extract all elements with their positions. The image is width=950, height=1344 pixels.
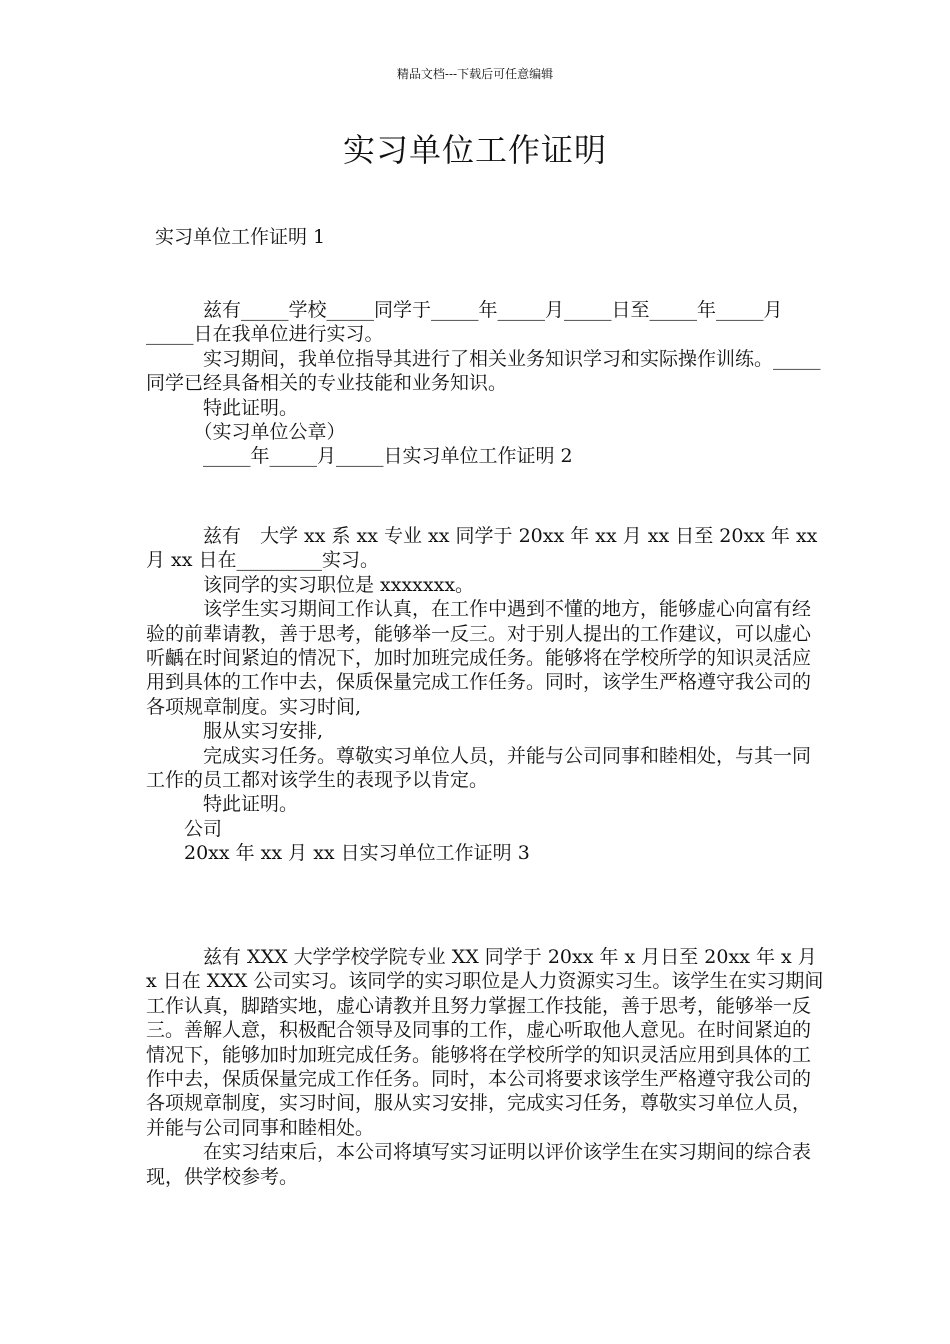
section-1-heading: 实习单位工作证明 1 — [155, 226, 326, 248]
paragraph: 20xx 年 xx 月 xx 日实习单位工作证明 3 — [146, 842, 530, 865]
paragraph: 特此证明。 — [146, 793, 299, 816]
paragraph: 服从实习安排, — [146, 720, 324, 743]
section-3 — [146, 945, 826, 1189]
paragraph: 该学生实习期间工作认真，在工作中遇到不懂的地方，能够虚心向富有经验的前辈请教，善于思考，能够举一反三。对于别人提出的工作建议，可以虚心听齲在时间紧迫的情况下，加时加班完成任务。能够将在学校所学的知识灵活应用到具体的工作中去，保质保量完成工作任务。同时，该学生严格遵守我公司的各项规章制度。实习时间, — [146, 598, 812, 718]
paragraph: _____年_____月_____日实习单位工作证明 2 — [146, 445, 573, 468]
section-1 — [146, 298, 826, 469]
paragraph: 兹有 XXX 大学学校学院专业 XX 同学于 20xx 年 x 月日至 20xx 年 x 月 x 日在 XXX 公司实习。该同学的实习职位是人力资源实习生。该学生在实习期间工作认真，脚踏实地，虚心请教并且努力掌握工作技能，善于思考，能够举一反三。善解人意，积极配合领导及同事的工作，虚心听取他人意见。在时间紧迫的情况下，能够加时加班完成任务。能够将在学校所学的知识灵活应用到具体的工作中去，保质保量完成工作任务。同时，本公司将要求该学生严格遵守我公司的各项规章制度，实习时间，服从实习安排，完成实习任务，尊敬实习单位人员，并能与公司同事和睦相处。 — [146, 946, 824, 1139]
paragraph: 在实习结束后，本公司将填写实习证明以评价该学生在实习期间的综合表现，供学校参考。 — [146, 1141, 812, 1188]
paragraph: 兹有 大学 xx 系 xx 专业 xx 同学于 20xx 年 xx 月 xx 日至 20xx 年 xx 月 xx 日在_________实习。 — [146, 525, 818, 572]
paragraph: 公司 — [146, 817, 223, 840]
document-title: 实习单位工作证明 — [342, 131, 607, 169]
paragraph: 特此证明。 — [146, 396, 299, 419]
paragraph: 兹有_____学校_____同学于_____年_____月_____日至_____年_____月_____日在我单位进行实习。 — [146, 299, 783, 346]
paragraph: （实习单位公章） — [146, 421, 346, 444]
paragraph: 实习期间，我单位指导其进行了相关业务知识学习和实际操作训练。_____同学已经具备相关的专业技能和业务知识。 — [146, 347, 821, 395]
paragraph: 该同学的实习职位是 xxxxxxx。 — [146, 573, 475, 596]
section-2 — [146, 524, 826, 866]
page-header: 精品文档---下载后可任意编辑 — [396, 67, 554, 81]
paragraph: 完成实习任务。尊敬实习单位人员，并能与公司同事和睦相处，与其一同工作的员工都对该学生的表现予以肯定。 — [146, 744, 812, 792]
